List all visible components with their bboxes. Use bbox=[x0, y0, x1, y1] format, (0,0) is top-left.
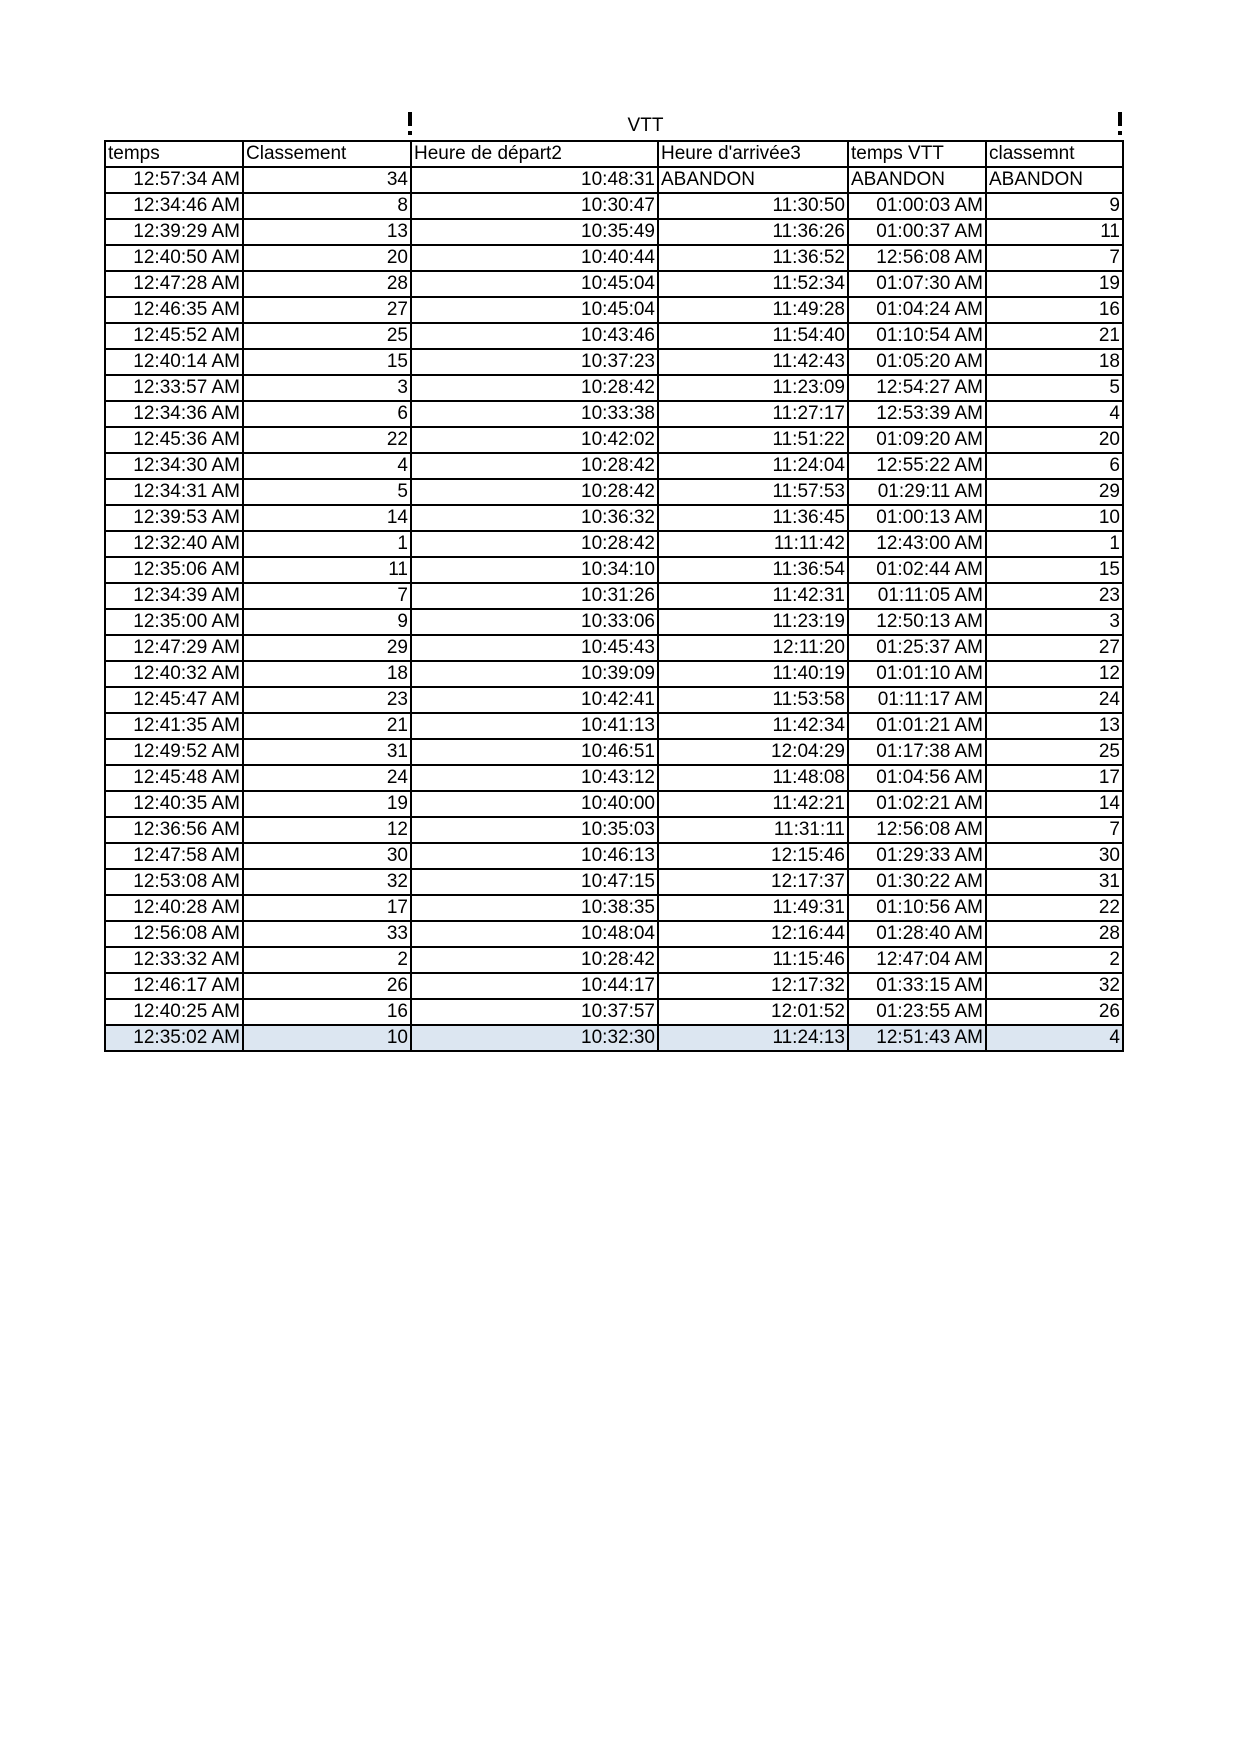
cell-heure-arrivee[interactable]: 11:11:42 bbox=[658, 531, 848, 557]
cell-temps[interactable]: 12:45:48 AM bbox=[105, 765, 243, 791]
cell-heure-arrivee[interactable]: 12:16:44 bbox=[658, 921, 848, 947]
cell-classement[interactable]: 31 bbox=[243, 739, 411, 765]
table-row bbox=[105, 635, 1123, 661]
cell-heure-depart[interactable]: 10:37:57 bbox=[411, 999, 658, 1025]
cell-temps[interactable]: 12:45:47 AM bbox=[105, 687, 243, 713]
cell-temps-vtt[interactable]: 01:25:37 AM bbox=[848, 635, 986, 661]
cell-temps-vtt[interactable]: 12:54:27 AM bbox=[848, 375, 986, 401]
cell-classement[interactable]: 13 bbox=[243, 219, 411, 245]
cell-classement[interactable]: 6 bbox=[243, 401, 411, 427]
cell-temps-vtt[interactable]: 01:00:13 AM bbox=[848, 505, 986, 531]
cell-temps[interactable]: 12:40:32 AM bbox=[105, 661, 243, 687]
cell-heure-depart[interactable]: 10:48:31 bbox=[411, 167, 658, 193]
cell-classemnt[interactable]: 3 bbox=[986, 609, 1123, 635]
cell-temps[interactable]: 12:47:29 AM bbox=[105, 635, 243, 661]
table-row bbox=[105, 661, 1123, 687]
cell-heure-depart[interactable]: 10:42:02 bbox=[411, 427, 658, 453]
cell-temps-vtt[interactable]: 12:56:08 AM bbox=[848, 817, 986, 843]
header-row bbox=[105, 141, 1123, 167]
table-row bbox=[105, 505, 1123, 531]
cell-classement[interactable]: 30 bbox=[243, 843, 411, 869]
cell-classement[interactable]: 14 bbox=[243, 505, 411, 531]
group-header-vtt: VTT bbox=[627, 115, 664, 136]
cell-heure-arrivee[interactable]: 11:42:31 bbox=[658, 583, 848, 609]
cell-heure-arrivee[interactable]: 11:42:34 bbox=[658, 713, 848, 739]
cell-classemnt[interactable]: 2 bbox=[986, 947, 1123, 973]
table-row bbox=[105, 609, 1123, 635]
table-row bbox=[105, 557, 1123, 583]
cell-classement[interactable]: 21 bbox=[243, 713, 411, 739]
cell-temps[interactable]: 12:56:08 AM bbox=[105, 921, 243, 947]
cell-heure-arrivee[interactable]: 12:15:46 bbox=[658, 843, 848, 869]
cell-heure-arrivee[interactable]: 11:57:53 bbox=[658, 479, 848, 505]
cell-temps-vtt[interactable]: 01:29:33 AM bbox=[848, 843, 986, 869]
header-classement[interactable]: Classement bbox=[243, 141, 411, 167]
cell-classemnt[interactable]: 30 bbox=[986, 843, 1123, 869]
cell-temps[interactable]: 12:46:17 AM bbox=[105, 973, 243, 999]
cell-heure-depart[interactable]: 10:40:00 bbox=[411, 791, 658, 817]
cell-temps[interactable]: 12:33:57 AM bbox=[105, 375, 243, 401]
cell-classemnt[interactable]: 24 bbox=[986, 687, 1123, 713]
table-row bbox=[105, 219, 1123, 245]
table-row bbox=[105, 765, 1123, 791]
cell-classemnt[interactable]: 21 bbox=[986, 323, 1123, 349]
table-row bbox=[105, 843, 1123, 869]
cell-classement[interactable]: 20 bbox=[243, 245, 411, 271]
table-row bbox=[105, 245, 1123, 271]
cell-classement[interactable]: 3 bbox=[243, 375, 411, 401]
cell-classemnt[interactable]: 16 bbox=[986, 297, 1123, 323]
cell-classemnt[interactable]: 23 bbox=[986, 583, 1123, 609]
cell-classement[interactable]: 29 bbox=[243, 635, 411, 661]
cell-classement[interactable]: 15 bbox=[243, 349, 411, 375]
cell-heure-arrivee[interactable]: 11:27:17 bbox=[658, 401, 848, 427]
cell-heure-depart[interactable]: 10:30:47 bbox=[411, 193, 658, 219]
cell-classement[interactable]: 19 bbox=[243, 791, 411, 817]
table-row bbox=[105, 947, 1123, 973]
cell-temps-vtt[interactable]: 01:30:22 AM bbox=[848, 869, 986, 895]
table-row bbox=[105, 1025, 1123, 1051]
cell-temps-vtt[interactable]: 12:55:22 AM bbox=[848, 453, 986, 479]
cell-heure-arrivee[interactable]: 11:36:26 bbox=[658, 219, 848, 245]
cell-heure-depart[interactable]: 10:37:23 bbox=[411, 349, 658, 375]
cell-temps-vtt[interactable]: 01:01:10 AM bbox=[848, 661, 986, 687]
cell-classement[interactable]: 28 bbox=[243, 271, 411, 297]
cell-heure-arrivee[interactable]: 11:30:50 bbox=[658, 193, 848, 219]
cell-classement[interactable]: 10 bbox=[243, 1025, 411, 1051]
table-row bbox=[105, 193, 1123, 219]
cell-classement[interactable]: 4 bbox=[243, 453, 411, 479]
cell-classemnt[interactable]: ABANDON bbox=[986, 167, 1123, 193]
cell-classement[interactable]: 32 bbox=[243, 869, 411, 895]
table-row bbox=[105, 427, 1123, 453]
header-temps[interactable]: temps bbox=[105, 141, 243, 167]
table-row bbox=[105, 817, 1123, 843]
cell-heure-arrivee[interactable]: 12:17:37 bbox=[658, 869, 848, 895]
cell-temps-vtt[interactable]: 01:01:21 AM bbox=[848, 713, 986, 739]
cell-heure-depart[interactable]: 10:41:13 bbox=[411, 713, 658, 739]
cell-temps-vtt[interactable]: 01:00:03 AM bbox=[848, 193, 986, 219]
cell-heure-depart[interactable]: 10:31:26 bbox=[411, 583, 658, 609]
cell-heure-arrivee[interactable]: 11:42:21 bbox=[658, 791, 848, 817]
cell-temps-vtt[interactable]: 01:23:55 AM bbox=[848, 999, 986, 1025]
cell-heure-arrivee[interactable]: ABANDON bbox=[658, 167, 848, 193]
cell-classemnt[interactable]: 1 bbox=[986, 531, 1123, 557]
cell-classemnt[interactable]: 20 bbox=[986, 427, 1123, 453]
cell-heure-depart[interactable]: 10:28:42 bbox=[411, 947, 658, 973]
cell-temps[interactable]: 12:34:39 AM bbox=[105, 583, 243, 609]
table-row bbox=[105, 791, 1123, 817]
cell-heure-depart[interactable]: 10:38:35 bbox=[411, 895, 658, 921]
cell-temps[interactable]: 12:40:14 AM bbox=[105, 349, 243, 375]
cell-temps[interactable]: 12:40:50 AM bbox=[105, 245, 243, 271]
cell-temps-vtt[interactable]: 01:17:38 AM bbox=[848, 739, 986, 765]
cell-temps[interactable]: 12:35:06 AM bbox=[105, 557, 243, 583]
cell-classement[interactable]: 2 bbox=[243, 947, 411, 973]
cell-temps[interactable]: 12:35:00 AM bbox=[105, 609, 243, 635]
cell-classemnt[interactable]: 17 bbox=[986, 765, 1123, 791]
cell-heure-depart[interactable]: 10:28:42 bbox=[411, 375, 658, 401]
cell-temps[interactable]: 12:57:34 AM bbox=[105, 167, 243, 193]
cell-temps[interactable]: 12:39:29 AM bbox=[105, 219, 243, 245]
table-row bbox=[105, 453, 1123, 479]
cell-classemnt[interactable]: 5 bbox=[986, 375, 1123, 401]
cell-heure-depart[interactable]: 10:48:04 bbox=[411, 921, 658, 947]
cell-temps-vtt[interactable]: 01:02:21 AM bbox=[848, 791, 986, 817]
cell-heure-depart[interactable]: 10:45:43 bbox=[411, 635, 658, 661]
table-row bbox=[105, 869, 1123, 895]
cell-classemnt[interactable]: 6 bbox=[986, 453, 1123, 479]
cell-temps-vtt[interactable]: 01:00:37 AM bbox=[848, 219, 986, 245]
cell-temps-vtt[interactable]: 01:10:56 AM bbox=[848, 895, 986, 921]
cell-temps-vtt[interactable]: 01:28:40 AM bbox=[848, 921, 986, 947]
cell-heure-depart[interactable]: 10:32:30 bbox=[411, 1025, 658, 1051]
cell-temps-vtt[interactable]: 12:43:00 AM bbox=[848, 531, 986, 557]
cell-classemnt[interactable]: 18 bbox=[986, 349, 1123, 375]
cell-temps-vtt[interactable]: 01:09:20 AM bbox=[848, 427, 986, 453]
cell-temps[interactable]: 12:45:52 AM bbox=[105, 323, 243, 349]
cell-temps[interactable]: 12:40:25 AM bbox=[105, 999, 243, 1025]
cell-temps-vtt[interactable]: 01:04:56 AM bbox=[848, 765, 986, 791]
table-row bbox=[105, 479, 1123, 505]
cell-heure-depart[interactable]: 10:45:04 bbox=[411, 271, 658, 297]
cell-heure-depart[interactable]: 10:43:12 bbox=[411, 765, 658, 791]
cell-heure-arrivee[interactable]: 11:24:04 bbox=[658, 453, 848, 479]
cell-classement[interactable]: 18 bbox=[243, 661, 411, 687]
cell-temps[interactable]: 12:46:35 AM bbox=[105, 297, 243, 323]
cell-heure-arrivee[interactable]: 12:11:20 bbox=[658, 635, 848, 661]
cell-heure-arrivee[interactable]: 11:36:45 bbox=[658, 505, 848, 531]
table-row bbox=[105, 739, 1123, 765]
cell-classemnt[interactable]: 7 bbox=[986, 817, 1123, 843]
cell-temps[interactable]: 12:35:02 AM bbox=[105, 1025, 243, 1051]
cell-heure-depart[interactable]: 10:42:41 bbox=[411, 687, 658, 713]
cell-temps[interactable]: 12:32:40 AM bbox=[105, 531, 243, 557]
cell-heure-depart[interactable]: 10:33:06 bbox=[411, 609, 658, 635]
cell-heure-arrivee[interactable]: 11:36:52 bbox=[658, 245, 848, 271]
cell-temps[interactable]: 12:41:35 AM bbox=[105, 713, 243, 739]
cell-classement[interactable]: 16 bbox=[243, 999, 411, 1025]
cell-heure-arrivee[interactable]: 11:23:09 bbox=[658, 375, 848, 401]
cell-heure-depart[interactable]: 10:36:32 bbox=[411, 505, 658, 531]
cell-heure-arrivee[interactable]: 12:04:29 bbox=[658, 739, 848, 765]
cell-temps-vtt[interactable]: 01:04:24 AM bbox=[848, 297, 986, 323]
cell-classemnt[interactable]: 29 bbox=[986, 479, 1123, 505]
cell-temps-vtt[interactable]: 12:50:13 AM bbox=[848, 609, 986, 635]
cell-heure-arrivee[interactable]: 11:15:46 bbox=[658, 947, 848, 973]
cell-classement[interactable]: 11 bbox=[243, 557, 411, 583]
table-row bbox=[105, 531, 1123, 557]
cell-temps[interactable]: 12:49:52 AM bbox=[105, 739, 243, 765]
cell-temps-vtt[interactable]: 01:10:54 AM bbox=[848, 323, 986, 349]
cell-heure-arrivee[interactable]: 11:24:13 bbox=[658, 1025, 848, 1051]
cell-temps-vtt[interactable]: ABANDON bbox=[848, 167, 986, 193]
cell-classemnt[interactable]: 13 bbox=[986, 713, 1123, 739]
table-row bbox=[105, 375, 1123, 401]
cell-classement[interactable]: 8 bbox=[243, 193, 411, 219]
cell-heure-depart[interactable]: 10:39:09 bbox=[411, 661, 658, 687]
table-row bbox=[105, 297, 1123, 323]
cell-temps-vtt[interactable]: 01:05:20 AM bbox=[848, 349, 986, 375]
cell-temps-vtt[interactable]: 12:53:39 AM bbox=[848, 401, 986, 427]
cell-heure-depart[interactable]: 10:35:03 bbox=[411, 817, 658, 843]
cell-temps[interactable]: 12:39:53 AM bbox=[105, 505, 243, 531]
spreadsheet-page bbox=[104, 112, 1122, 1052]
cell-classement[interactable]: 25 bbox=[243, 323, 411, 349]
cell-temps-vtt[interactable]: 12:47:04 AM bbox=[848, 947, 986, 973]
cell-temps-vtt[interactable]: 12:56:08 AM bbox=[848, 245, 986, 271]
cell-classemnt[interactable]: 10 bbox=[986, 505, 1123, 531]
cell-heure-arrivee[interactable]: 11:53:58 bbox=[658, 687, 848, 713]
cell-heure-arrivee[interactable]: 12:01:52 bbox=[658, 999, 848, 1025]
cell-classemnt[interactable]: 25 bbox=[986, 739, 1123, 765]
table-row bbox=[105, 167, 1123, 193]
cell-heure-depart[interactable]: 10:46:51 bbox=[411, 739, 658, 765]
cell-classemnt[interactable]: 4 bbox=[986, 401, 1123, 427]
header-heure-arrivee[interactable]: Heure d'arrivée3 bbox=[658, 141, 848, 167]
cell-classement[interactable]: 5 bbox=[243, 479, 411, 505]
cell-classemnt[interactable]: 22 bbox=[986, 895, 1123, 921]
cell-classemnt[interactable]: 14 bbox=[986, 791, 1123, 817]
cell-heure-depart[interactable]: 10:33:38 bbox=[411, 401, 658, 427]
cell-classement[interactable]: 17 bbox=[243, 895, 411, 921]
cell-heure-arrivee[interactable]: 11:23:19 bbox=[658, 609, 848, 635]
cell-classemnt[interactable]: 27 bbox=[986, 635, 1123, 661]
table-row bbox=[105, 583, 1123, 609]
header-classemnt[interactable]: classemnt bbox=[986, 141, 1123, 167]
table-row bbox=[105, 401, 1123, 427]
table-row bbox=[105, 687, 1123, 713]
cell-classement[interactable]: 1 bbox=[243, 531, 411, 557]
header-heure-depart[interactable]: Heure de départ2 bbox=[411, 141, 658, 167]
table-row bbox=[105, 323, 1123, 349]
cell-heure-arrivee[interactable]: 11:51:22 bbox=[658, 427, 848, 453]
cell-temps-vtt[interactable]: 01:29:11 AM bbox=[848, 479, 986, 505]
cell-classement[interactable]: 7 bbox=[243, 583, 411, 609]
cell-classemnt[interactable]: 19 bbox=[986, 271, 1123, 297]
cell-temps-vtt[interactable]: 01:33:15 AM bbox=[848, 973, 986, 999]
cell-heure-arrivee[interactable]: 11:31:11 bbox=[658, 817, 848, 843]
table-row bbox=[105, 713, 1123, 739]
table-row bbox=[105, 973, 1123, 999]
table-row bbox=[105, 999, 1123, 1025]
table-body bbox=[105, 167, 1123, 1051]
cell-temps[interactable]: 12:47:28 AM bbox=[105, 271, 243, 297]
cell-heure-arrivee[interactable]: 11:36:54 bbox=[658, 557, 848, 583]
cell-classemnt[interactable]: 12 bbox=[986, 661, 1123, 687]
cell-temps[interactable]: 12:40:28 AM bbox=[105, 895, 243, 921]
results-table bbox=[104, 140, 1124, 1052]
table-row bbox=[105, 349, 1123, 375]
header-temps-vtt[interactable]: temps VTT bbox=[848, 141, 986, 167]
cell-heure-arrivee[interactable]: 11:54:40 bbox=[658, 323, 848, 349]
cell-heure-depart[interactable]: 10:47:15 bbox=[411, 869, 658, 895]
cell-heure-arrivee[interactable]: 11:52:34 bbox=[658, 271, 848, 297]
cell-heure-depart[interactable]: 10:40:44 bbox=[411, 245, 658, 271]
cell-classemnt[interactable]: 31 bbox=[986, 869, 1123, 895]
cell-classemnt[interactable]: 15 bbox=[986, 557, 1123, 583]
cell-temps[interactable]: 12:34:30 AM bbox=[105, 453, 243, 479]
cell-temps[interactable]: 12:45:36 AM bbox=[105, 427, 243, 453]
cell-heure-depart[interactable]: 10:45:04 bbox=[411, 297, 658, 323]
cell-temps[interactable]: 12:33:32 AM bbox=[105, 947, 243, 973]
cell-heure-depart[interactable]: 10:28:42 bbox=[411, 479, 658, 505]
cell-classemnt[interactable]: 9 bbox=[986, 193, 1123, 219]
cell-classement[interactable]: 34 bbox=[243, 167, 411, 193]
cell-temps[interactable]: 12:47:58 AM bbox=[105, 843, 243, 869]
cell-heure-depart[interactable]: 10:35:49 bbox=[411, 219, 658, 245]
cell-classemnt[interactable]: 32 bbox=[986, 973, 1123, 999]
cell-heure-arrivee[interactable]: 11:48:08 bbox=[658, 765, 848, 791]
cell-heure-depart[interactable]: 10:46:13 bbox=[411, 843, 658, 869]
cell-temps[interactable]: 12:36:56 AM bbox=[105, 817, 243, 843]
cell-classement[interactable]: 22 bbox=[243, 427, 411, 453]
table-row bbox=[105, 895, 1123, 921]
cell-temps-vtt[interactable]: 01:11:17 AM bbox=[848, 687, 986, 713]
cell-heure-depart[interactable]: 10:28:42 bbox=[411, 531, 658, 557]
cell-heure-arrivee[interactable]: 11:42:43 bbox=[658, 349, 848, 375]
cell-temps-vtt[interactable]: 01:11:05 AM bbox=[848, 583, 986, 609]
table-row bbox=[105, 921, 1123, 947]
cell-temps[interactable]: 12:34:31 AM bbox=[105, 479, 243, 505]
cell-temps[interactable]: 12:53:08 AM bbox=[105, 869, 243, 895]
cell-classemnt[interactable]: 4 bbox=[986, 1025, 1123, 1051]
cell-classemnt[interactable]: 11 bbox=[986, 219, 1123, 245]
cell-heure-depart[interactable]: 10:43:46 bbox=[411, 323, 658, 349]
cell-classement[interactable]: 27 bbox=[243, 297, 411, 323]
cell-heure-depart[interactable]: 10:44:17 bbox=[411, 973, 658, 999]
cell-heure-depart[interactable]: 10:34:10 bbox=[411, 557, 658, 583]
cell-heure-arrivee[interactable]: 11:40:19 bbox=[658, 661, 848, 687]
cell-classement[interactable]: 33 bbox=[243, 921, 411, 947]
cell-classemnt[interactable]: 28 bbox=[986, 921, 1123, 947]
cell-temps-vtt[interactable]: 01:07:30 AM bbox=[848, 271, 986, 297]
group-header-row bbox=[104, 112, 1122, 140]
cell-heure-depart[interactable]: 10:28:42 bbox=[411, 453, 658, 479]
cell-temps-vtt[interactable]: 12:51:43 AM bbox=[848, 1025, 986, 1051]
cell-heure-arrivee[interactable]: 12:17:32 bbox=[658, 973, 848, 999]
cell-heure-arrivee[interactable]: 11:49:31 bbox=[658, 895, 848, 921]
cell-classement[interactable]: 23 bbox=[243, 687, 411, 713]
cell-classemnt[interactable]: 26 bbox=[986, 999, 1123, 1025]
cell-temps[interactable]: 12:34:36 AM bbox=[105, 401, 243, 427]
cell-classement[interactable]: 12 bbox=[243, 817, 411, 843]
cell-temps[interactable]: 12:40:35 AM bbox=[105, 791, 243, 817]
cell-temps-vtt[interactable]: 01:02:44 AM bbox=[848, 557, 986, 583]
page-break-marker-right bbox=[1118, 112, 1122, 126]
cell-classement[interactable]: 24 bbox=[243, 765, 411, 791]
cell-classement[interactable]: 9 bbox=[243, 609, 411, 635]
cell-heure-arrivee[interactable]: 11:49:28 bbox=[658, 297, 848, 323]
cell-classement[interactable]: 26 bbox=[243, 973, 411, 999]
table-row bbox=[105, 271, 1123, 297]
cell-classemnt[interactable]: 7 bbox=[986, 245, 1123, 271]
cell-temps[interactable]: 12:34:46 AM bbox=[105, 193, 243, 219]
